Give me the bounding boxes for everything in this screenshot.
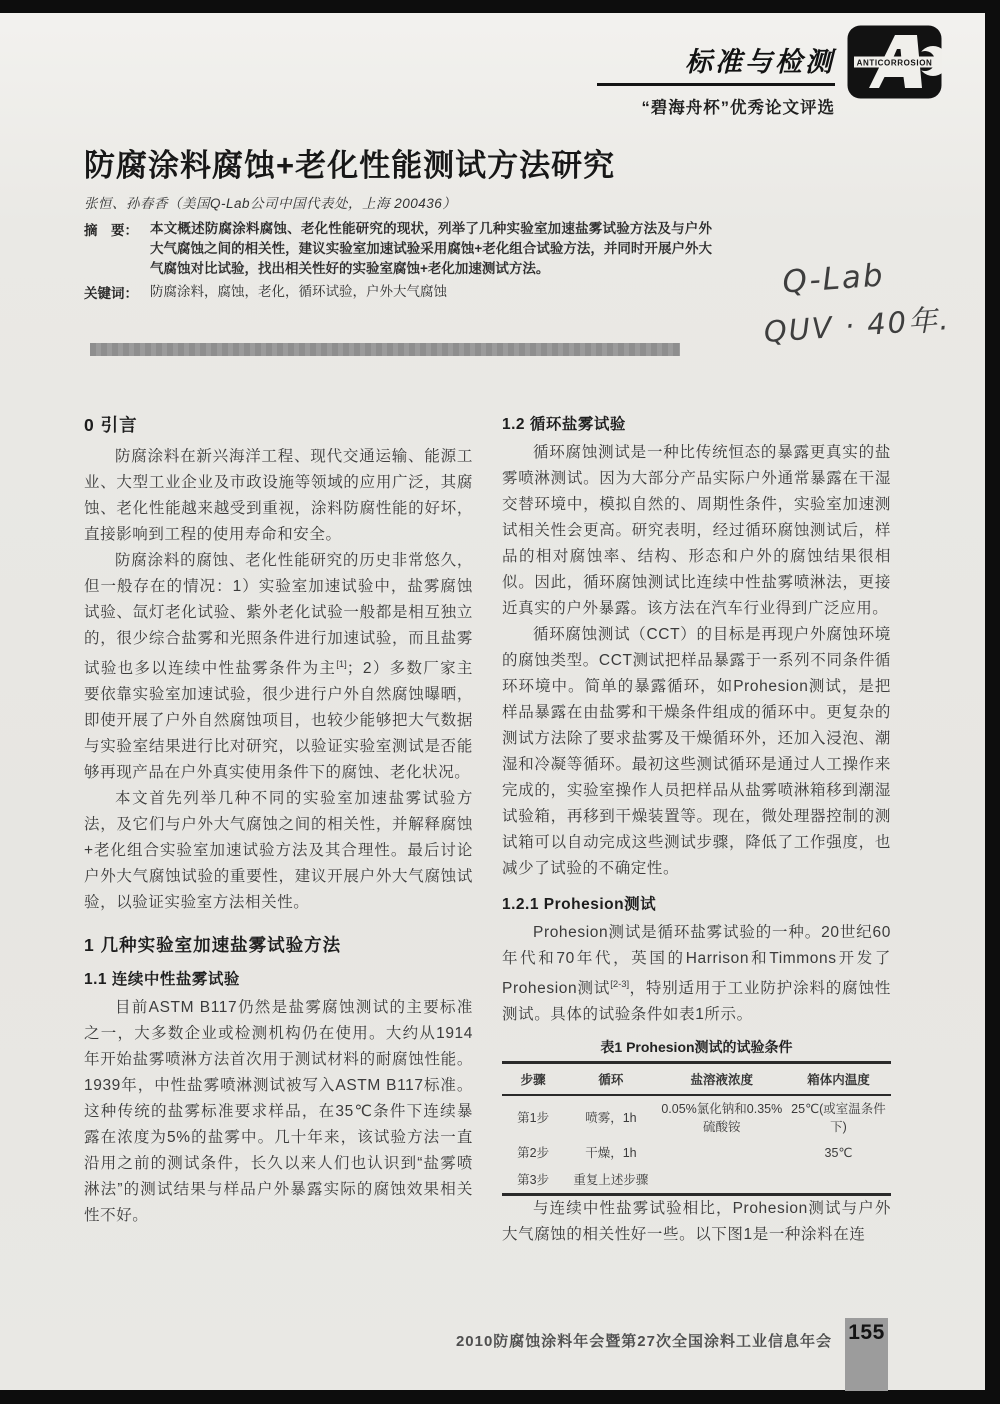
keywords-label: 关键词： [84,286,138,301]
abstract-text: 本文概述防腐涂料腐蚀、老化性能研究的现状，列举了几种实验室加速盐雾试验方法及与户外大气腐蚀之间的相关性，建议实验室加速试验采用腐蚀+老化组合试验方法，并同时开展户外大气腐蚀对比试验，找出相关性好的实验室腐蚀+老化加速测试方法。 [150,221,712,276]
section1-1-heading: 1.1 连续中性盐雾试验 [84,971,240,989]
table1-cell: 第3步 [517,1172,550,1187]
section1-2-1-paragraph-1 [502,920,891,1028]
handwritten-line-1: Q-Lab [781,257,886,301]
keywords-row [84,282,712,302]
table1-cell: 25℃(或室温条件下) [791,1102,886,1135]
reference-superscript-1: [1] [336,659,347,670]
intro-paragraph-2-text-a: 防腐涂料的腐蚀、老化性能研究的历史非常悠久，但一般存在的情况：1）实验室加速试验中，盐雾腐蚀试验、氙灯老化试验、紫外老化试验一般都是相互独立的，很少综合盐雾和光照条件进行加速试验，而且盐雾试验也多以连续中性盐雾条件为主 [84,552,473,678]
table1-cell [786,1167,891,1195]
section1-2-1-paragraph-2: 与连续中性盐雾试验相比，Prohesion测试与户外大气腐蚀的相关性好一些。以下图1是一种涂料在连 [502,1199,891,1243]
anticorrosion-logo-icon [847,25,942,99]
logo-wordmark: ANTICORROSION [856,58,933,68]
section1-2-1-text-a: Prohesion测试是循环盐雾试验的一种。20世纪60年代和70年代，英国的Harrison和Timmons开发了Prohesion测试 [502,924,891,998]
table1-header-step: 步骤 [502,1063,564,1096]
table1-cell: 35℃ [824,1146,853,1161]
section1-2-1-text-b: ，特别适用于工业防护涂料的腐蚀性测试。具体的试验条件如表1所示。 [502,980,891,1024]
intro-paragraph-2-text-b: ；2）多数厂家主要依靠实验室加速试验，很少进行户外自然腐蚀曝晒，即使开展了户外自然腐蚀项目，也较少能够把大气数据与实验室结果进行比对研究，以验证实验室测试是否能够再现产品在户外真实使用条件下的腐蚀、老化状况。 [84,660,473,782]
intro-paragraph-3: 本文首先列举几种不同的实验室加速盐雾试验方法，及它们与户外大气腐蚀之间的相关性，并解释腐蚀+老化组合实验室加速试验方法及其合理性。最后讨论户外大气腐蚀试验的重要性，建议开展户外大气腐蚀试验，以验证实验室方法相关性。 [84,790,473,912]
table1-row-3 [502,1167,891,1195]
table1-header-cycle: 循环 [564,1063,657,1096]
section1-2-paragraph-1: 循环腐蚀测试是一种比传统恒态的暴露更真实的盐雾喷淋测试。因为大部分产品实际户外通常暴露在干湿交替环境中，模拟自然的、周期性条件，实验室加速测试相关性会更高。研究表明，经过循环腐蚀测试后，样品的相对腐蚀率、结构、形态和户外的腐蚀结果很相似。因此，循环腐蚀测试比连续中性盐雾喷淋法，更接近真实的户外暴露。该方法在汽车行业得到广泛应用。 [502,444,891,617]
handwritten-annotation [759,250,994,351]
front-matter [84,219,712,305]
anticorrosion-logo [847,25,942,99]
left-column [84,412,473,1320]
article-title: 防腐涂料腐蚀+老化性能测试方法研究 [84,148,616,183]
table1-cell: 干燥，1h [585,1146,637,1161]
reference-superscript-2: [2-3] [610,979,630,990]
section-divider-bar [90,343,680,356]
article-body-columns [84,412,892,1320]
table1-cell [658,1140,786,1166]
keywords-text: 防腐涂料，腐蚀，老化，循环试验，户外大气腐蚀 [150,284,447,299]
scan-right-border [985,0,1000,1404]
intro-paragraph-1: 防腐涂料在新兴海洋工程、现代交通运输、能源工业、大型工业企业及市政设施等领域的应用广泛，其腐蚀、老化性能越来越受到重视，涂料防腐性能的好坏，直接影响到工程的使用寿命和安全。 [84,448,473,543]
table1-cell: 第1步 [517,1111,550,1126]
table1-header-salt-concentration: 盐溶液浓度 [658,1063,786,1096]
abstract-row [84,219,712,279]
table1-cell: 0.05%氯化钠和0.35%硫酸铵 [661,1102,783,1135]
table1-cell: 第2步 [517,1146,550,1161]
table1-header-chamber-temperature: 箱体内温度 [786,1063,891,1096]
table1-row-1 [502,1095,891,1140]
table1-cell [658,1167,786,1195]
intro-heading: 0 引言 [84,415,138,435]
section1-2-paragraph-2: 循环腐蚀测试（CCT）的目标是再现户外腐蚀环境的腐蚀类型。CCT测试把样品暴露于一系列不同条件循环环境中。简单的暴露循环，如Prohesion测试，是把样品暴露在由盐雾和干燥条件组成的循环中。更复杂的测试方法除了要求盐雾及干燥循环外，还加入浸泡、潮湿和冷凝等循环。最初这些测试循环是通过人工操作来完成的，实验室操作人员把样品从盐雾喷淋箱移到潮湿试验箱，再移到干燥装置等。现在，微处理器控制的测试箱可以自动完成这些测试步骤，降低了工作强度，也减少了试验的不确定性。 [502,626,891,877]
scan-bottom-border [0,1390,1000,1404]
footer-conference-title: 2010防腐蚀涂料年会暨第27次全国涂料工业信息年会 [455,1333,832,1350]
right-column [502,412,891,1320]
masthead-section-title: 标准与检测 [685,47,835,77]
section1-2-1-heading: 1.2.1 Prohesion测试 [502,896,657,913]
table1-cell: 喷雾，1h [585,1111,637,1126]
table1-row-2 [502,1140,891,1166]
abstract-label: 摘 要： [84,223,138,238]
scan-top-border [0,0,1000,13]
table1-header-row [502,1063,891,1096]
section1-1-paragraph: 目前ASTM B117仍然是盐雾腐蚀测试的主要标准之一，大多数企业或检测机构仍在使用。大约从1914年开始盐雾喷淋方法首次用于测试材料的耐腐蚀性能。1939年，中性盐雾喷淋测试被写入ASTM B117标准。这种传统的盐雾标准要求样品，在35℃条件下连续暴露在浓度为5%的盐雾中。几十年来，该试验方法一直沿用之前的测试条件，长久以来人们也认识到“盐雾喷淋法”的测试结果与样品户外暴露实际的腐蚀效果相关性不好。 [84,999,473,1225]
section1-2-heading: 1.2 循环盐雾试验 [502,416,626,433]
table1-prohesion-conditions [502,1061,891,1196]
page-number: 155 [848,1321,885,1344]
masthead-tagline: “碧海舟杯”优秀论文评选 [641,99,835,117]
masthead-rule [597,83,835,86]
intro-paragraph-2 [84,548,473,786]
section1-heading: 1 几种实验室加速盐雾试验方法 [84,935,342,956]
authors-line: 张恒、孙春香（美国Q-Lab公司中国代表处，上海 200436） [84,196,457,211]
journal-masthead [597,40,835,118]
page-number-badge [845,1318,888,1391]
table1-caption: 表1 Prohesion测试的试验条件 [600,1039,793,1056]
table1-cell: 重复上述步骤 [573,1172,649,1187]
handwritten-line-2: QUV · 40年. [762,301,952,349]
